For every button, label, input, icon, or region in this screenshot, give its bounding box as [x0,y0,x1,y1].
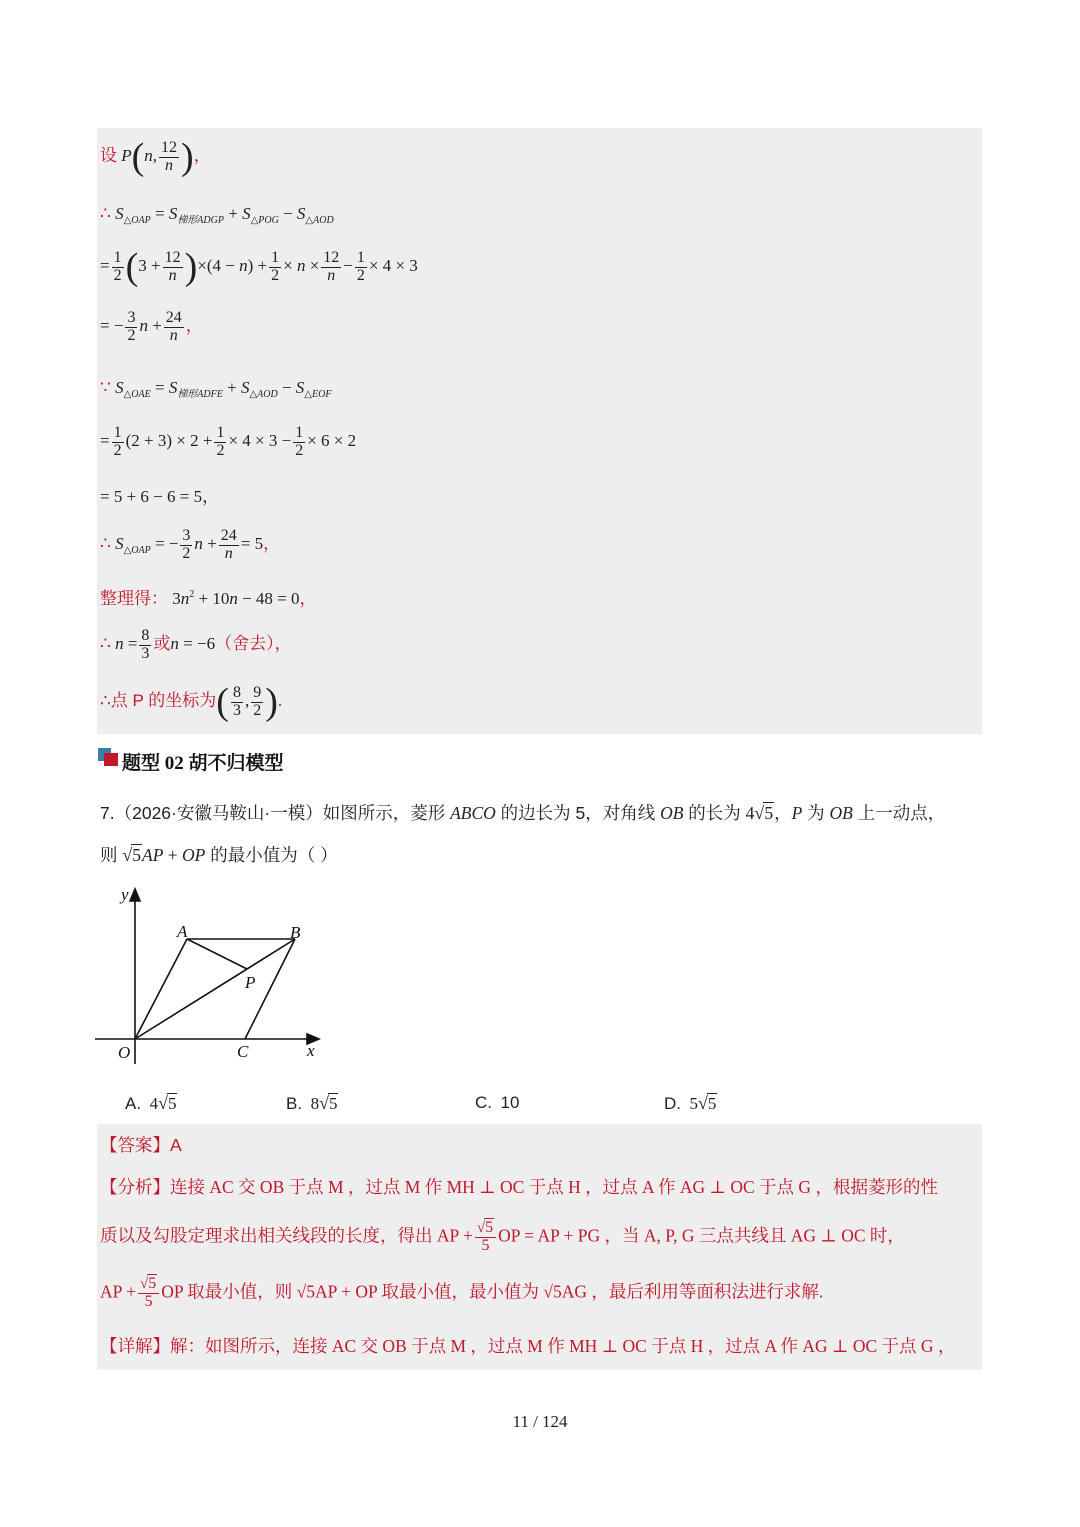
analysis-line-1: 【分析】连接 AC 交 OB 于点 M ，过点 M 作 MH ⊥ OC 于点 H ，过点 A 作 AG ⊥ OC 于点 G ，根据菱形的性 [100,1177,938,1197]
solution-line-6: = $\frac{1}{2}$ (2 + 3) × 2 + $\frac{1}{2}$ × 4 × 3 − $\frac{1}{2}$ × 6 × 2 [100,424,357,459]
solution-line-2: ∴ $S_{\triangle OAP} = S_{梯形ADGP} + S_{\triangle POG} - S_{\triangle AOD}$ [100,204,334,226]
label-P: P [245,973,256,992]
analysis-line-2: 质以及勾股定理求出相关线段的长度，得出 AP + $\frac{√5}{5}$ OP = AP + PG ，当 A, P, G 三点共线且 AG ⊥ OC 时， [100,1219,905,1254]
answer-line: 【答案】A [100,1135,182,1155]
section-header: 题型 02 胡不归模型 [122,753,284,774]
side-OA [135,939,187,1039]
label-y: y [121,885,129,904]
solution-line-11: ∴点 P 的坐标为( $\frac{8}{3}$ , $\frac{9}{2}$ ). [100,681,283,724]
solution-line-5: ∵ $S_{\triangle OAE} = S_{梯形ADFE} + S_{\triangle AOD} - S_{\triangle EOF}$ [100,378,332,400]
label-x: x [307,1041,315,1060]
option-a[interactable]: A. 4√5 [125,1093,177,1113]
label-O: O [118,1043,131,1062]
question-line-2: 则 √5AP + OP 的最小值为（ ） [100,845,338,865]
question-line-1: 7.（2026·安徽马鞍山·一模）如图所示，菱形 ABCO 的边长为 5，对角线 OB 的长为 4√5，P 为 OB 上一动点， [100,803,946,823]
solution-line-7: = 5 + 6 − 6 = 5， [100,487,220,506]
y-axis-arrow [130,889,140,901]
solution-line-9: 整理得： $3n^2 + 10n - 48 = 0$， [100,589,317,608]
section-header-icon [98,748,120,766]
solution-line-1: 设 P(n, $\frac{12}{n}$ )， [100,136,211,179]
label-A: A [177,922,188,941]
label-B: B [290,923,301,942]
page-number: 11 / 124 [512,1412,568,1431]
option-d[interactable]: D. 5√5 [664,1093,717,1113]
option-c[interactable]: C. 10 [475,1093,520,1112]
solution-line-4: = − $\frac{3}{2}$ n + $\frac{24}{n}$ ， [100,309,203,344]
solution-line-3: = $\frac{1}{2}$ (3 + $\frac{12}{n}$ )×(4 − n) + $\frac{1}{2}$ × n × $\frac{12}{n}$ − $\frac{1}{2}$ × 4 × 3 [100,246,418,289]
solution-line-10: ∴ n = $\frac{8}{3}$ 或n = −6（舍去）， [100,627,292,662]
solution-line-8: ∴ $S_{\triangle OAP}$ = − $\frac{3}{2}$ n + $\frac{24}{n}$ = 5， [100,527,281,562]
segment-AP [187,939,247,969]
option-b[interactable]: B. 8√5 [286,1093,338,1113]
diagonal-OB [135,939,295,1039]
detail-line: 【详解】解：如图所示，连接 AC 交 OB 于点 M ，过点 M 作 MH ⊥ OC 于点 H ，过点 A 作 AG ⊥ OC 于点 G ， [100,1336,956,1356]
analysis-line-3: AP + $\frac{√5}{5}$ OP 取最小值，则 √5AP + OP 取最小值，最小值为 √5AG ，最后利用等面积法进行求解. [100,1275,824,1310]
rhombus-figure [95,882,335,1067]
label-C: C [237,1042,249,1061]
